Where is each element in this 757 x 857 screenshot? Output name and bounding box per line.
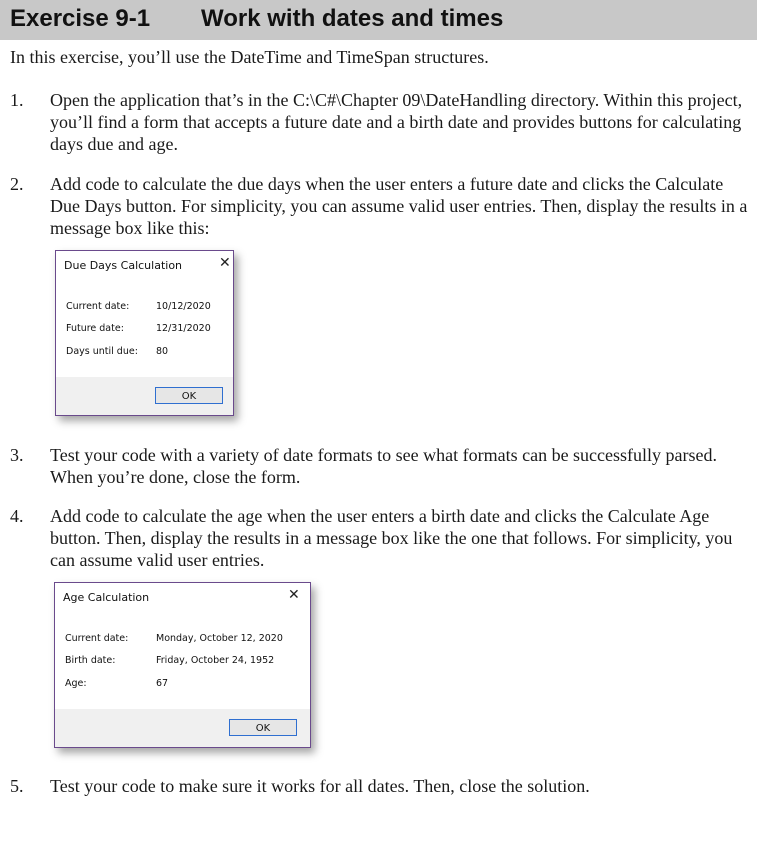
row-label: Future date: (66, 323, 124, 334)
dialog-title: Due Days Calculation (64, 259, 183, 272)
step-number: 4. (10, 506, 24, 526)
step-text: Test your code to make sure it works for all dates. Then, close the solution. (50, 776, 590, 796)
row-value: Friday, October 24, 1952 (156, 655, 275, 666)
ok-button[interactable]: OK (229, 719, 297, 736)
row-value: 12/31/2020 (156, 323, 211, 334)
dialog-footer (56, 377, 233, 415)
current-date-row (65, 633, 283, 644)
exercise-header (0, 0, 757, 40)
age-dialog (54, 582, 311, 748)
close-icon[interactable]: ✕ (288, 587, 300, 603)
ok-button[interactable]: OK (155, 387, 223, 404)
future-date-row (66, 323, 211, 334)
row-value: 10/12/2020 (156, 301, 211, 312)
dialog-footer (55, 709, 310, 747)
exercise-title: Work with dates and times (201, 5, 504, 32)
current-date-row (66, 301, 211, 312)
age-row (65, 678, 169, 689)
row-value: Monday, October 12, 2020 (156, 633, 283, 644)
row-label: Age: (65, 678, 87, 689)
step-text: Add code to calculate the due days when the user enters a future date and clicks the Calculate Due Days button. For simplicity, you can assume valid user entries. Then, display the results in a message box like this: (50, 174, 748, 238)
step-item (10, 173, 750, 239)
row-label: Current date: (66, 301, 130, 312)
row-label: Days until due: (66, 346, 138, 357)
birth-date-row (65, 655, 275, 666)
step-item (10, 505, 750, 571)
step-item (10, 775, 750, 797)
row-value: 67 (156, 678, 169, 689)
row-label: Birth date: (65, 655, 116, 666)
days-until-due-row (66, 346, 169, 357)
step-item (10, 89, 750, 155)
due-days-dialog (55, 250, 234, 416)
close-icon[interactable]: ✕ (219, 255, 231, 271)
step-text: Test your code with a variety of date formats to see what formats can be successfully parsed. When you’re done, close the form. (50, 445, 718, 487)
step-text: Open the application that’s in the C:\C#\Chapter 09\DateHandling directory. Within this project, you’ll find a form that accepts a future date and a birth date and provides buttons for calculating days due and age. (50, 90, 743, 154)
row-value: 80 (156, 346, 169, 357)
intro-text: In this exercise, you’ll use the DateTime and TimeSpan structures. (10, 47, 489, 67)
step-number: 3. (10, 445, 24, 465)
step-text: Add code to calculate the age when the user enters a birth date and clicks the Calculate Age button. Then, display the results in a message box like the one that follows. For simplicity, you can assume valid user entries. (50, 506, 733, 570)
step-number: 5. (10, 776, 24, 796)
step-number: 1. (10, 90, 24, 110)
dialog-title: Age Calculation (63, 591, 150, 604)
exercise-number: Exercise 9-1 (10, 5, 151, 32)
row-label: Current date: (65, 633, 129, 644)
step-item (10, 444, 750, 488)
step-number: 2. (10, 174, 24, 194)
